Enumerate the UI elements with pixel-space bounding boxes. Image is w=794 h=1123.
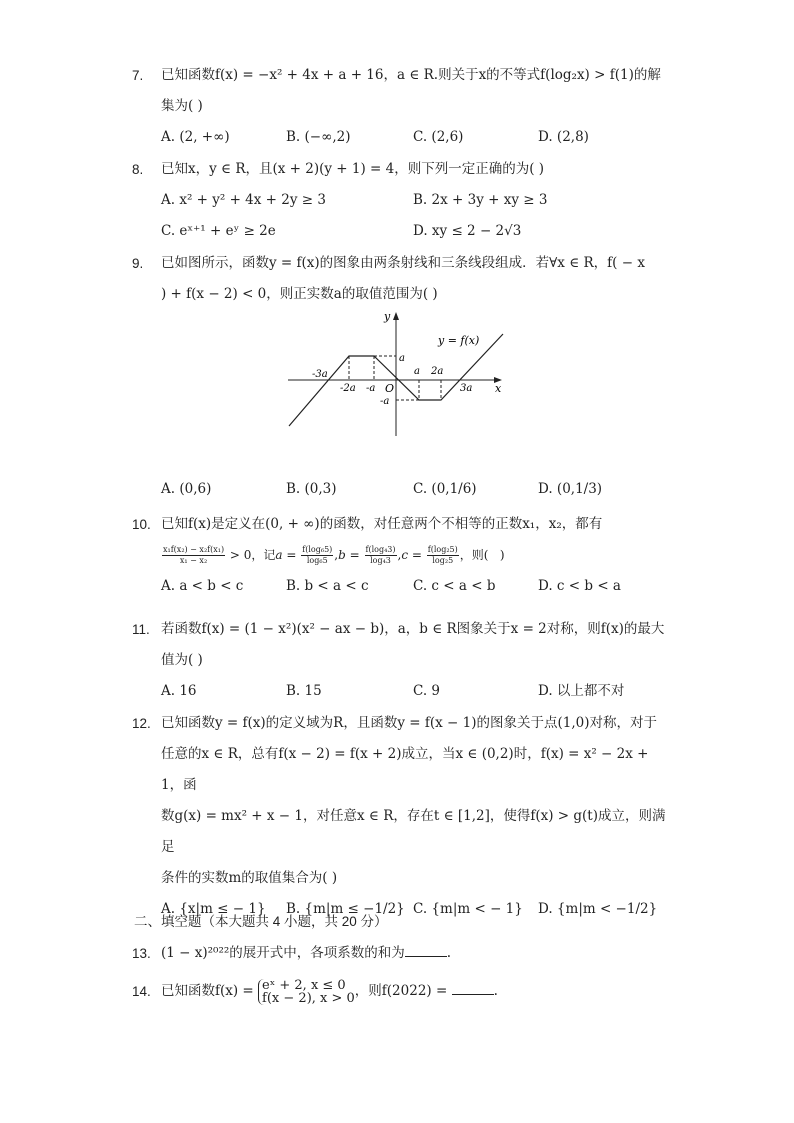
question-stem-line: 已如图所示，函数y = f(x)的图象由两条射线和三条线段组成．若∀x ∈ R，f( − x: [161, 255, 645, 271]
option-c[interactable]: C. (0,1/6): [413, 481, 477, 497]
tick-label: a: [414, 366, 420, 377]
inequality-text: > 0，记a =: [229, 548, 297, 562]
fraction-b: [365, 545, 397, 566]
function-graph: [286, 310, 506, 440]
tick-label: -3a: [312, 369, 328, 380]
trailing-text: ，则( ): [459, 548, 505, 562]
option-a[interactable]: A. (0,6): [161, 481, 212, 497]
y-axis-arrow: [393, 312, 399, 320]
question-number: 13.: [132, 946, 151, 961]
option-c[interactable]: C. {m|m < − 1}: [413, 901, 523, 917]
tick-label: 3a: [460, 383, 473, 394]
fraction-denominator: log₆5: [306, 556, 328, 565]
option-d[interactable]: D. (0,1/3): [538, 481, 603, 497]
question-number: 8.: [132, 162, 144, 177]
question-14: [134, 976, 674, 1007]
question-number: 9.: [132, 256, 144, 271]
separator: ,b =: [334, 548, 360, 562]
question-stem-line: 已知函数y = f(x)的定义域为R，且函数y = f(x − 1)的图象关于点(1,0)对称，对于: [161, 715, 657, 731]
stem-text: 已知函数f(x) =: [161, 983, 254, 999]
option-a[interactable]: A. {x|m ≤ − 1}: [161, 901, 266, 917]
separator: ,c =: [397, 548, 422, 562]
question-13: [134, 938, 674, 969]
option-b[interactable]: B. 2x + 3y + xy ≥ 3: [413, 192, 548, 208]
question-9-options: [134, 474, 674, 505]
options-row: [134, 122, 674, 153]
option-b[interactable]: B. (−∞,2): [286, 129, 351, 145]
option-d[interactable]: D. 以上都不对: [538, 683, 625, 699]
option-c[interactable]: C. eˣ⁺¹ + eʸ ≥ 2e: [161, 223, 276, 239]
option-a[interactable]: A. x² + y² + 4x + 2y ≥ 3: [161, 192, 326, 208]
option-c[interactable]: C. c < a < b: [413, 578, 496, 594]
option-c[interactable]: C. 9: [413, 683, 441, 699]
options-row: [134, 216, 674, 247]
fraction-denominator: log₄3: [370, 556, 391, 565]
question-stem-line: [161, 938, 674, 969]
option-b[interactable]: B. b < a < c: [286, 578, 369, 594]
y-tick-label: a: [399, 353, 405, 364]
question-number: 12.: [132, 716, 151, 731]
fraction-numerator: f(log₆5): [302, 545, 333, 554]
stem-text: (1 − x)²⁰²²的展开式中，各项系数的和为: [161, 945, 405, 961]
option-a[interactable]: A. 16: [161, 683, 197, 699]
option-d[interactable]: D. {m|m < −1/2}: [538, 901, 658, 917]
question-number: 14.: [132, 984, 151, 999]
question-stem-line: [161, 976, 674, 1007]
question-stem-line: 已知f(x)是定义在(0, + ∞)的函数，对任意两个不相等的正数x₁，x₂，都有: [161, 516, 603, 532]
option-b[interactable]: B. (0,3): [286, 481, 337, 497]
fraction: [162, 545, 225, 566]
fraction-denominator: log₂5: [432, 556, 454, 565]
options-row: [134, 185, 674, 216]
answer-blank[interactable]: [452, 982, 494, 995]
fraction-numerator: x₁f(x₂) − x₂f(x₁): [163, 545, 225, 554]
question-stem-line: [161, 540, 674, 571]
fraction-c: [427, 545, 459, 566]
fraction-denominator: x₁ − x₂: [179, 556, 208, 565]
stem-end: .: [446, 945, 452, 961]
piece-case-2: f(x − 2), x > 0: [262, 990, 355, 1006]
tick-label: -2a: [340, 383, 356, 394]
x-axis-label: x: [495, 382, 502, 395]
question-stem-line: 数g(x) = mx² + x − 1，对任意x ∈ R，存在t ∈ [1,2]，使得f(x) > g(t)成立，则满足: [161, 808, 666, 855]
question-stem-line: 任意的x ∈ R，总有f(x − 2) = f(x + 2)成立，当x ∈ (0,2)时，f(x) = x² − 2x + 1，函: [161, 746, 649, 793]
y-tick-label: -a: [380, 396, 390, 407]
question-7: [134, 60, 674, 153]
fraction-numerator: f(log₂5): [427, 545, 458, 554]
question-9: [134, 248, 674, 310]
question-number: 11.: [132, 622, 150, 637]
options-row: [134, 474, 674, 505]
question-stem-line: 条件的实数m的取值集合为( ): [161, 870, 338, 886]
option-d[interactable]: D. c < b < a: [538, 578, 621, 594]
option-a[interactable]: A. (2, +∞): [161, 129, 230, 145]
question-stem-line: 集为( ): [161, 98, 203, 114]
question-11: [134, 614, 674, 707]
stem-text-post: ，则f(2022) =: [354, 983, 448, 999]
option-d[interactable]: D. (2,8): [538, 129, 589, 145]
question-stem-line: 值为( ): [161, 652, 203, 668]
question-stem-line: 已知函数f(x) = −x² + 4x + a + 16，a ∈ R.则关于x的不等式f(log₂x) > f(1)的解: [161, 67, 661, 83]
options-row: [134, 676, 674, 707]
option-b[interactable]: B. {m|m ≤ −1/2}: [286, 901, 405, 917]
question-stem-line: 已知x，y ∈ R，且(x + 2)(y + 1) = 4，则下列一定正确的为( ): [161, 161, 545, 177]
piecewise-function: [258, 979, 355, 1005]
question-stem-line: 若函数f(x) = (1 − x²)(x² − ax − b)，a，b ∈ R图象关于x = 2对称，则f(x)的最大: [161, 621, 665, 637]
question-12: [134, 708, 674, 925]
fraction-a: [301, 545, 333, 566]
section-header: 二、填空题（本大题共 4 小题，共 20 分）: [134, 914, 388, 929]
question-8: [134, 154, 674, 247]
question-10: [134, 509, 674, 602]
option-b[interactable]: B. 15: [286, 683, 322, 699]
piece-case-1: eˣ + 2, x ≤ 0: [262, 977, 346, 993]
question-number: 10.: [132, 517, 151, 532]
question-number: 7.: [132, 68, 144, 83]
y-axis-label: y: [384, 310, 391, 323]
question-stem-line: ) + f(x − 2) < 0，则正实数a的取值范围为( ): [161, 286, 438, 302]
option-a[interactable]: A. a < b < c: [161, 578, 244, 594]
option-c[interactable]: C. (2,6): [413, 129, 464, 145]
curve-label: y = f(x): [438, 334, 480, 347]
options-row: [134, 571, 674, 602]
answer-blank[interactable]: [405, 944, 447, 957]
tick-label: -a: [366, 383, 376, 394]
tick-label: 2a: [431, 366, 444, 377]
origin-label: O: [385, 382, 395, 395]
stem-end: .: [493, 983, 498, 999]
fraction-numerator: f(log₄3): [365, 545, 396, 554]
option-d[interactable]: D. xy ≤ 2 − 2√3: [413, 223, 522, 239]
